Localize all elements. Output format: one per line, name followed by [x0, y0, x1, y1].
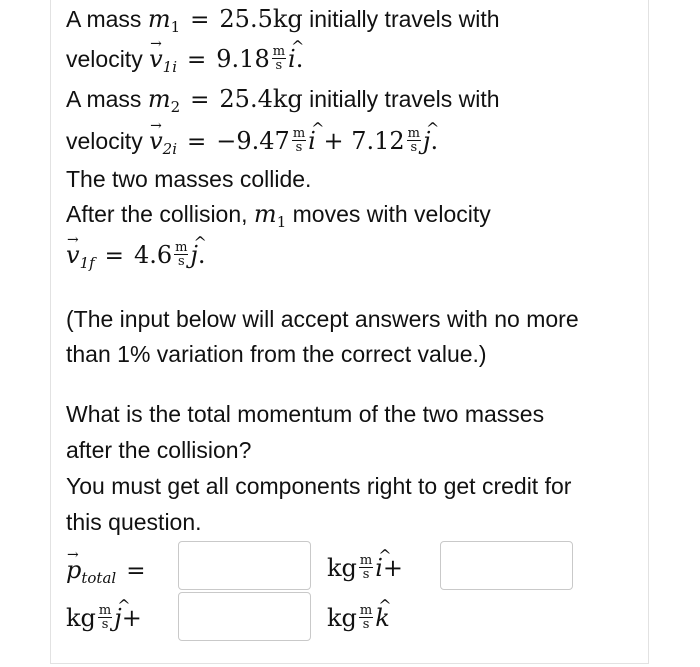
problem-line-velocity2: [66, 126, 438, 164]
unit-kg-m-per-s-i: [327, 553, 403, 583]
unit-vector-i: ^ i: [375, 553, 383, 583]
mass2-value: 25.4kg: [219, 85, 303, 113]
text: velocity: [66, 128, 150, 154]
text: than 1% variation from the correct value.): [66, 341, 487, 367]
text: moves with velocity: [286, 201, 491, 227]
symbol-m1: m: [253, 200, 277, 228]
unit-vector-k: ^ k: [375, 603, 390, 633]
equals-sign: =: [104, 243, 124, 269]
vector-v: → v: [149, 126, 163, 156]
unit-vector-i: ^ i: [288, 44, 296, 74]
subscript: 2i: [162, 140, 177, 158]
text: velocity: [66, 46, 150, 72]
unit-vector-j: ^ j: [114, 603, 121, 633]
problem-line-after: [66, 199, 491, 237]
subscript: 1f: [79, 254, 95, 272]
unit-kg-m-per-s-k: [327, 603, 390, 633]
text: You must get all components right to get credit for: [66, 473, 572, 499]
vector-v: → v: [66, 240, 80, 270]
mass1-value: 25.5kg: [219, 5, 303, 33]
symbol-m1: m: [147, 5, 171, 33]
symbol-m2: m: [147, 85, 171, 113]
question-line-1: [66, 399, 544, 429]
subscript: 2: [170, 98, 181, 116]
velocity2-y-value: 7.12: [351, 127, 405, 155]
p-total-label: [66, 555, 155, 593]
unit-m-per-s: $\frac{m}{s}$: [359, 603, 373, 633]
problem-line-velocity1: [66, 44, 303, 82]
equals-sign: =: [190, 87, 210, 113]
equals-sign: =: [187, 47, 207, 73]
unit-kg-m-per-s-j: [66, 603, 142, 633]
period: .: [430, 127, 439, 155]
equals-sign: =: [187, 129, 207, 155]
momentum-x-input[interactable]: [178, 541, 311, 590]
problem-line-velocity1f: [66, 240, 206, 278]
text: (The input below will accept answers with no more: [66, 306, 579, 332]
unit-kg: kg: [327, 554, 357, 582]
question-line-2: [66, 435, 251, 465]
velocity1f-value: 4.6: [133, 241, 173, 269]
unit-m-per-s: $\frac{m}{s}$: [272, 44, 286, 74]
plus-sign: +: [315, 127, 352, 155]
momentum-y-input[interactable]: [440, 541, 573, 590]
vector-p: → p: [66, 555, 81, 585]
text: The two masses collide.: [66, 166, 312, 192]
text: A mass: [66, 6, 148, 32]
unit-kg: kg: [327, 604, 357, 632]
text: After the collision,: [66, 201, 254, 227]
period: .: [295, 45, 304, 73]
unit-m-per-s: $\frac{m}{s}$: [98, 603, 112, 633]
text: initially travels with: [302, 6, 500, 32]
velocity1-value: 9.18: [216, 45, 270, 73]
note-line-1: [66, 304, 579, 334]
subscript: 1: [276, 213, 287, 231]
unit-m-per-s: $\frac{m}{s}$: [292, 126, 306, 156]
momentum-z-input[interactable]: [178, 592, 311, 641]
text: initially travels with: [302, 86, 500, 112]
text: What is the total momentum of the two masses: [66, 401, 545, 427]
note-line-2: [66, 339, 487, 369]
unit-m-per-s: $\frac{m}{s}$: [175, 240, 188, 270]
equals-sign: =: [190, 7, 210, 33]
text: this question.: [66, 509, 202, 535]
problem-line-collide: [66, 164, 311, 194]
unit-m-per-s: $\frac{m}{s}$: [359, 553, 373, 583]
plus-sign: +: [121, 604, 142, 632]
subscript: 1i: [162, 58, 177, 76]
period: .: [197, 241, 206, 269]
velocity2-x-value: −9.47: [216, 127, 290, 155]
unit-vector-i: ^ i: [308, 126, 316, 156]
unit-m-per-s: $\frac{m}{s}$: [407, 126, 420, 156]
vector-v: → v: [149, 44, 163, 74]
text: A mass: [66, 86, 148, 112]
question-line-4: [66, 507, 202, 537]
unit-vector-j: ^ j: [190, 240, 197, 270]
problem-line-mass1: [66, 4, 500, 42]
unit-vector-j: ^ j: [423, 126, 430, 156]
plus-sign: +: [382, 554, 404, 582]
equals-sign: =: [126, 558, 146, 584]
subscript: 1: [170, 18, 181, 36]
subscript-total: total: [81, 569, 117, 587]
unit-kg: kg: [66, 604, 96, 632]
text: after the collision?: [66, 437, 252, 463]
question-line-3: [66, 471, 571, 501]
